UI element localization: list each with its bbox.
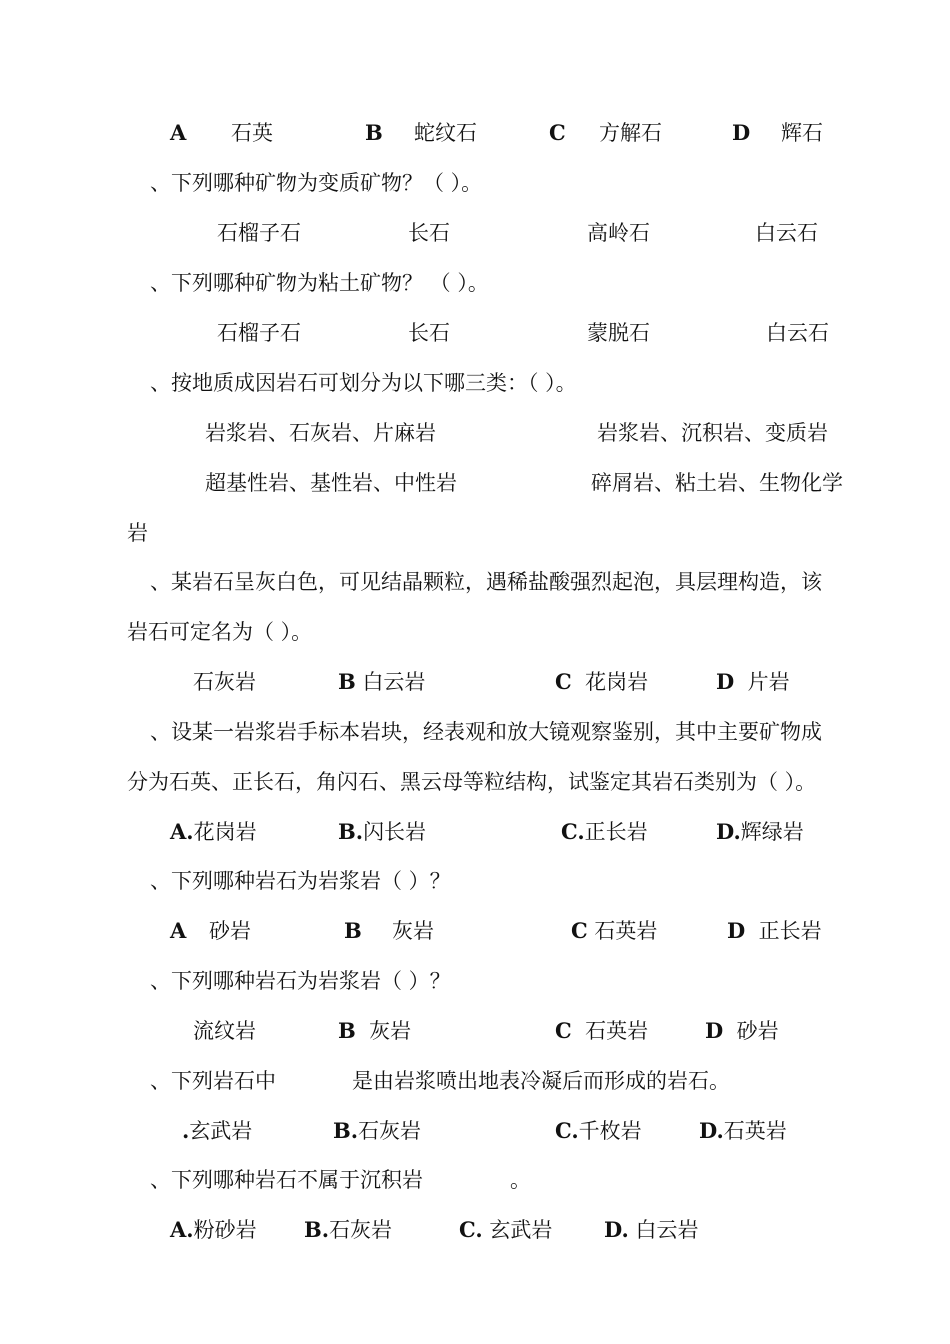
q7-option-d: D 砂岩: [705, 1018, 779, 1043]
q1-stem: 、下列哪种矿物为变质矿物？（ ）。: [150, 171, 483, 195]
q8-option-c: C.千枚岩: [555, 1118, 642, 1143]
q6-option-a-text: 砂岩: [209, 919, 251, 943]
q0-option-d: D: [732, 120, 751, 145]
q0-option-c-text: 方解石: [599, 121, 662, 145]
q1-option-a: 石榴子石: [217, 221, 301, 245]
q0-option-a-text: 石英: [231, 121, 273, 145]
q6-option-b-text: 灰岩: [392, 919, 434, 943]
q2-option-b: 长石: [408, 321, 450, 345]
q8-stem-a: 、下列岩石中: [150, 1069, 276, 1093]
q3-option-b: 岩浆岩、沉积岩、变质岩: [597, 421, 828, 445]
q5-option-b: B.闪长岩: [338, 819, 427, 844]
q5-option-a: A.花岗岩: [170, 819, 257, 844]
q3-option-d: 碎屑岩、粘土岩、生物化学: [591, 471, 843, 495]
q4-stem-line2: 岩石可定名为（ ）。: [127, 620, 313, 644]
q9-stem-a: 、下列哪种岩石不属于沉积岩: [150, 1168, 423, 1192]
q9-stem-b: 。: [510, 1168, 531, 1192]
q8-stem-b: 是由岩浆喷出地表冷凝后而形成的岩石。: [352, 1069, 730, 1093]
q3-option-d-wrap: 岩: [127, 521, 148, 545]
q2-stem: 、下列哪种矿物为粘土矿物？ （ ）。: [150, 271, 489, 295]
q1-option-d: 白云石: [755, 221, 818, 245]
q2-option-c: 蒙脱石: [587, 321, 650, 345]
q9-option-a: A.粉砂岩: [170, 1217, 257, 1242]
q8-option-d: D.石英岩: [699, 1118, 787, 1143]
q6-option-a: A: [170, 918, 187, 943]
q8-option-b: B.石灰岩: [333, 1118, 422, 1143]
q4-option-a: 石灰岩: [193, 670, 256, 694]
q4-option-c: C 花岗岩: [555, 669, 649, 694]
q6-option-c: C 石英岩: [571, 918, 658, 943]
q9-option-c: C. 玄武岩: [459, 1217, 553, 1242]
q8-option-a: .玄武岩: [182, 1118, 253, 1143]
q0-option-b: B: [365, 120, 383, 145]
q3-option-a: 岩浆岩、石灰岩、片麻岩: [205, 421, 436, 445]
q4-option-b: B 白云岩: [338, 669, 426, 694]
q7-option-c: C 石英岩: [555, 1018, 649, 1043]
q1-option-c: 高岭石: [587, 221, 650, 245]
q3-stem: 、按地质成因岩石可划分为以下哪三类：（ ）。: [150, 371, 577, 395]
q2-option-d: 白云石: [766, 321, 829, 345]
q3-option-c: 超基性岩、基性岩、中性岩: [205, 471, 457, 495]
q6-stem: 、下列哪种岩石为岩浆岩（ ）？: [150, 869, 451, 893]
q5-stem-line1: 、设某一岩浆岩手标本岩块，经表观和放大镜观察鉴别，其中主要矿物成: [150, 720, 822, 744]
q0-option-b-text: 蛇纹石: [414, 121, 477, 145]
q1-option-b: 长石: [408, 221, 450, 245]
q5-stem-line2: 分为石英、正长石，角闪石、黑云母等粒结构，试鉴定其岩石类别为（ ）。: [127, 770, 817, 794]
q7-option-a: 流纹岩: [193, 1019, 256, 1043]
q2-option-a: 石榴子石: [217, 321, 301, 345]
q0-option-c: C: [549, 120, 566, 145]
q0-option-a: A: [170, 120, 187, 145]
q4-option-d: D 片岩: [716, 669, 790, 694]
q7-option-b: B 灰岩: [338, 1018, 412, 1043]
q9-option-b: B.石灰岩: [304, 1217, 393, 1242]
q7-stem: 、下列哪种岩石为岩浆岩（ ）？: [150, 969, 451, 993]
q9-option-d: D. 白云岩: [604, 1217, 699, 1242]
q6-option-d: D 正长岩: [727, 918, 822, 943]
q5-option-d: D.辉绿岩: [716, 819, 804, 844]
q4-stem-line1: 、某岩石呈灰白色，可见结晶颗粒，遇稀盐酸强烈起泡，具层理构造，该: [150, 570, 822, 594]
q6-option-b: B: [344, 918, 362, 943]
q5-option-c: C.正长岩: [561, 819, 648, 844]
q0-option-d-text: 辉石: [781, 121, 823, 145]
